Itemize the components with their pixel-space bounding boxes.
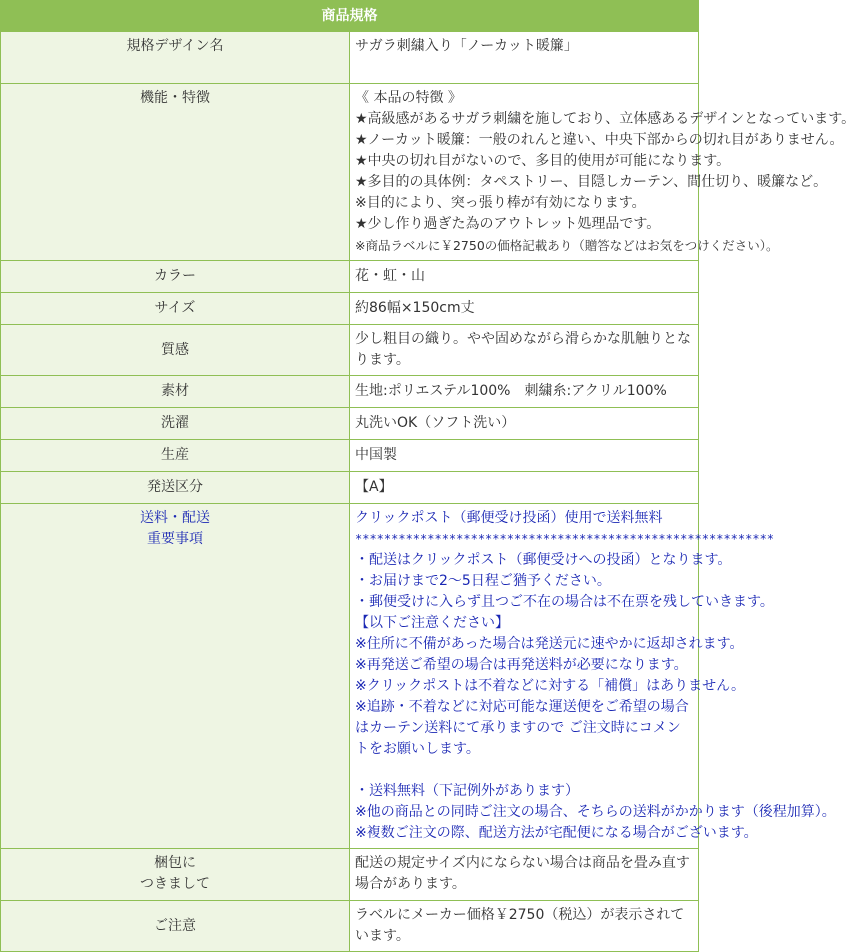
texture-label: 質感 — [1, 325, 350, 376]
shipping-line: ※他の商品との同時ご注文の場合、そちらの送料がかかります（後程加算）。 — [355, 804, 836, 820]
shipping-line: ※複数ご注文の際、配送方法が宅配便になる場合がございます。 — [355, 825, 758, 841]
shipping-line: ※追跡・不着などに対応可能な運送便をご希望の場合はカーテン送料にて承りますので ご注文時にコメントをお願いします。 — [355, 699, 689, 757]
shipping-label-line: 重要事項 — [147, 531, 203, 547]
features-line: ★高級感があるサガラ刺繍を施しており、立体感あるデザインとなっています。 — [355, 111, 855, 127]
texture-value: 少し粗目の織り。やや固めながら滑らかな肌触りとなります。 — [350, 325, 699, 376]
shipping-line: 【以下ご注意ください】 — [355, 615, 509, 631]
shipping-title: クリックポスト（郵便受け投函）使用で送料無料 — [355, 510, 663, 526]
shipping-line: ※住所に不備があった場合は発送元に速やかに返却されます。 — [355, 636, 744, 652]
spec-row-shipping-class — [1, 472, 699, 504]
spec-row-size — [1, 293, 699, 325]
material-label: 素材 — [1, 376, 350, 408]
spec-row-origin — [1, 440, 699, 472]
features-line: ★中央の切れ目がないので、多目的使用が可能になります。 — [355, 153, 731, 169]
features-line: ★少し作り過ぎた為のアウトレット処理品です。 — [355, 216, 661, 232]
shipping-line: ・配送はクリックポスト（郵便受けへの投函）となります。 — [355, 552, 732, 568]
spec-row-material — [1, 376, 699, 408]
spec-row-design-name — [1, 32, 699, 84]
shipping-separator: ********************************************************** — [355, 532, 775, 546]
design-name-value: サガラ刺繍入り「ノーカット暖簾」 — [350, 32, 699, 84]
design-name-label: 規格デザイン名 — [1, 32, 350, 84]
washing-label: 洗濯 — [1, 408, 350, 440]
shipping-line: ・郵便受けに入らず且つご不在の場合は不在票を残していきます。 — [355, 594, 774, 610]
features-note: ※商品ラベルに￥2750の価格記載あり（贈答などはお気をつけください）。 — [355, 238, 779, 253]
shipping-line: ・送料無料（下記例外があります） — [355, 783, 579, 799]
packing-label-line: つきまして — [140, 876, 210, 892]
features-line: ※目的により、突っ張り棒が有効になります。 — [355, 195, 646, 211]
packing-value: 配送の規定サイズ内にならない場合は商品を畳み直す場合があります。 — [350, 849, 699, 901]
spec-row-shipping — [1, 504, 699, 849]
shipping-class-label: 発送区分 — [1, 472, 350, 504]
features-label: 機能・特徴 — [1, 84, 350, 261]
spec-row-notice — [1, 901, 699, 952]
origin-value: 中国製 — [350, 440, 699, 472]
spec-header-row — [1, 1, 699, 32]
spec-row-packing — [1, 849, 699, 901]
packing-label-line: 梱包に — [154, 855, 196, 871]
spec-title: 商品規格 — [1, 1, 699, 32]
material-value: 生地:ポリエステル100% 刺繍糸:アクリル100% — [350, 376, 699, 408]
spec-row-texture — [1, 325, 699, 376]
spec-row-color — [1, 261, 699, 293]
features-line: 《 本品の特徴 》 — [355, 90, 462, 106]
origin-label: 生産 — [1, 440, 350, 472]
washing-value: 丸洗いOK（ソフト洗い） — [350, 408, 699, 440]
shipping-spacer — [355, 760, 694, 781]
features-line: ★ノーカット暖簾：一般のれんと違い、中央下部からの切れ目がありません。 — [355, 132, 844, 148]
shipping-label — [1, 504, 350, 849]
shipping-line: ・お届けまで2～5日程ご猶予ください。 — [355, 573, 611, 589]
notice-value: ラベルにメーカー価格￥2750（税込）が表示されています。 — [350, 901, 699, 952]
features-value — [350, 84, 855, 261]
notice-label: ご注意 — [1, 901, 350, 952]
shipping-line: ※再発送ご希望の場合は再発送料が必要になります。 — [355, 657, 688, 673]
spec-row-washing — [1, 408, 699, 440]
shipping-value — [350, 504, 836, 849]
features-line: ★多目的の具体例：タペストリー、目隠しカーテン、間仕切り、暖簾など。 — [355, 174, 828, 190]
size-label: サイズ — [1, 293, 350, 325]
shipping-label-line: 送料・配送 — [140, 510, 210, 526]
packing-label — [1, 849, 350, 901]
size-value: 約86幅×150cm丈 — [350, 293, 699, 325]
spec-row-features — [1, 84, 699, 261]
shipping-class-value: 【A】 — [350, 472, 699, 504]
color-value: 花・虹・山 — [350, 261, 699, 293]
color-label: カラー — [1, 261, 350, 293]
shipping-line: ※クリックポストは不着などに対する「補償」はありません。 — [355, 678, 746, 694]
